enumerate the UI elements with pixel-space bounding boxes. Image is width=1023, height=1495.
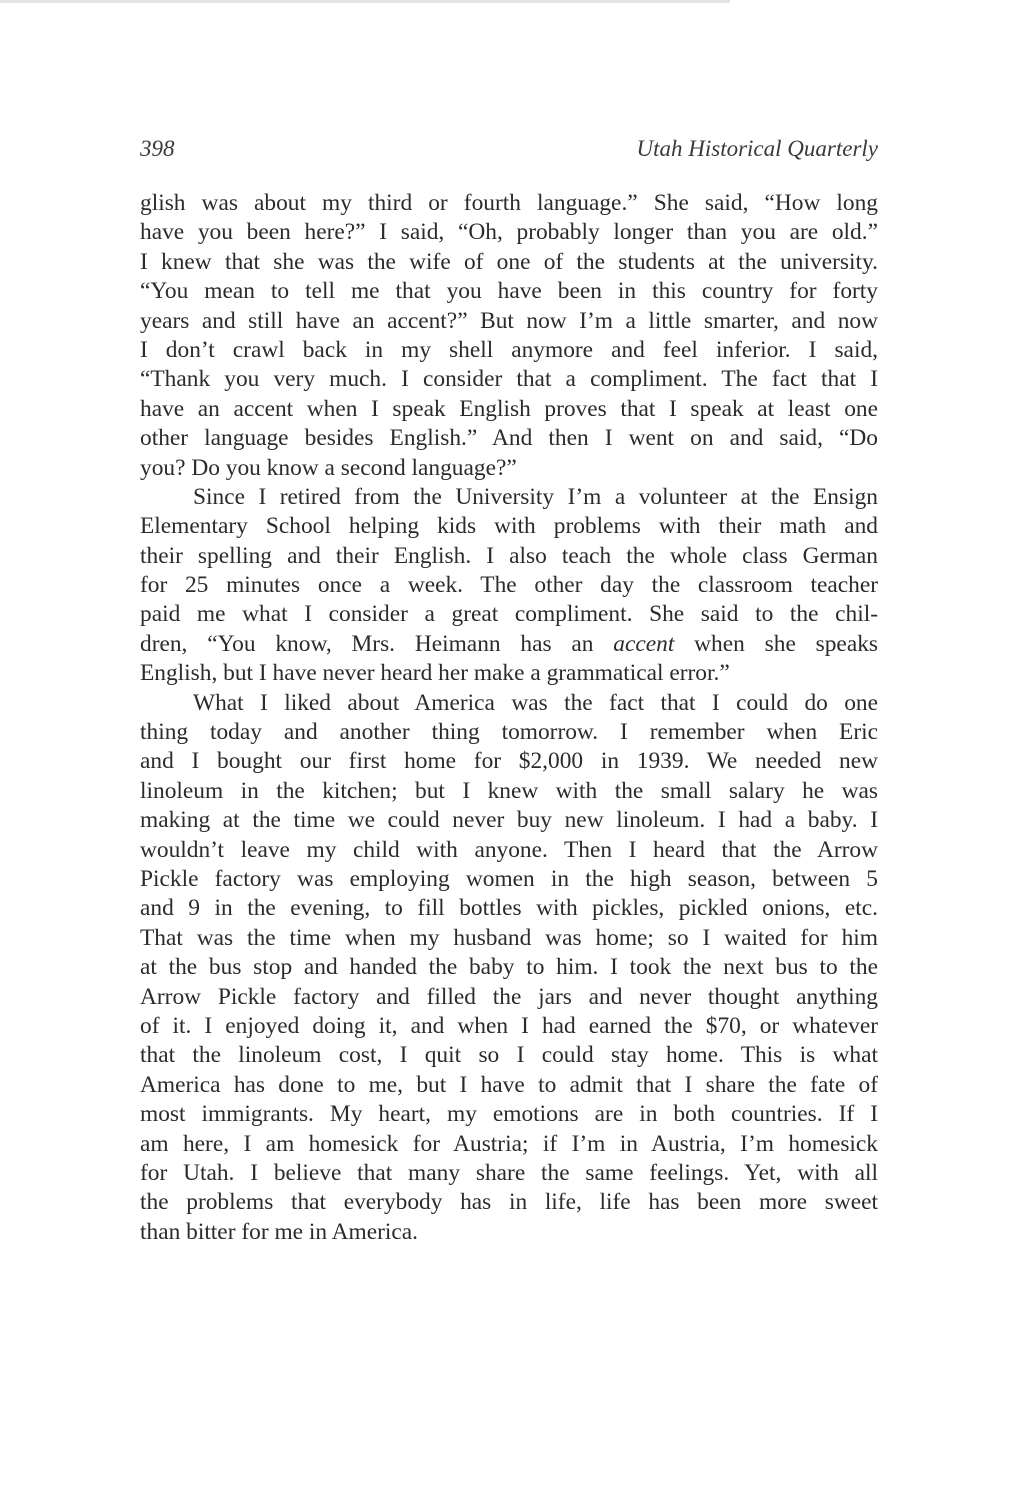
text-line: paid me what I consider a great compliment. She said to the chil-	[140, 601, 878, 628]
text-line: that the linoleum cost, I quit so I could stay home. This is what	[140, 1042, 878, 1069]
paragraph	[140, 689, 878, 1247]
text-line: English, but I have never heard her make a grammatical error.”	[140, 660, 730, 687]
text-line: of it. I enjoyed doing it, and when I had earned the $70, or whatever	[140, 1012, 878, 1039]
text-line: for Utah. I believe that many share the same feelings. Yet, with all	[140, 1159, 878, 1186]
running-head	[140, 136, 878, 166]
text-line: Elementary School helping kids with problems with their math and	[140, 513, 878, 540]
text-line: than bitter for me in America.	[140, 1218, 418, 1245]
text-line: glish was about my third or fourth language.” She said, “How long	[140, 190, 878, 216]
article-body	[140, 189, 878, 1247]
text-line: and 9 in the evening, to fill bottles with pickles, pickled onions, etc.	[140, 895, 878, 922]
journal-title: Utah Historical Quarterly	[636, 136, 878, 161]
text-line: I don’t crawl back in my shell anymore and feel inferior. I said,	[140, 336, 878, 363]
text-line: thing today and another thing tomorrow. I remember when Eric	[140, 719, 878, 746]
text-line: other language besides English.” And then I went on and said, “Do	[140, 425, 878, 452]
text-line: have you been here?” I said, “Oh, probably longer than you are old.”	[140, 219, 878, 246]
text-line: Pickle factory was employing women in the high season, between 5	[140, 865, 878, 892]
text-line: That was the time when my husband was home; so I waited for him	[140, 924, 878, 951]
text-line: at the bus stop and handed the baby to him. I took the next bus to the	[140, 954, 878, 981]
text-line: you? Do you know a second language?”	[140, 454, 517, 481]
text-line: Arrow Pickle factory and filled the jars and never thought anything	[140, 983, 878, 1010]
page-number: 398	[140, 136, 175, 161]
text-line: Since I retired from the University I’m a volunteer at the Ensign	[193, 483, 878, 510]
text-line: have an accent when I speak English proves that I speak at least one	[140, 395, 878, 422]
text-line: “You mean to tell me that you have been in this country for forty	[140, 278, 878, 305]
text-line: I knew that she was the wife of one of the students at the university.	[140, 248, 878, 275]
text-line: most immigrants. My heart, my emotions are in both countries. If I	[140, 1101, 878, 1128]
text-line: “Thank you very much. I consider that a compliment. The fact that I	[140, 366, 878, 393]
text-line: linoleum in the kitchen; but I knew with the small salary he was	[140, 777, 878, 804]
text-line: dren, “You know, Mrs. Heimann has an accent when she speaks	[140, 630, 878, 657]
text-line: for 25 minutes once a week. The other day the classroom teacher	[140, 572, 878, 599]
text-line: America has done to me, but I have to admit that I share the fate of	[140, 1071, 878, 1098]
text-line: am here, I am homesick for Austria; if I’m in Austria, I’m homesick	[140, 1130, 878, 1157]
text-line: making at the time we could never buy new linoleum. I had a baby. I	[140, 807, 878, 834]
text-line: wouldn’t leave my child with anyone. Then I heard that the Arrow	[140, 836, 878, 863]
paragraph	[140, 483, 878, 689]
text-line: and I bought our first home for $2,000 in 1939. We needed new	[140, 748, 878, 775]
emphasized-word: accent	[613, 630, 675, 657]
text-line: years and still have an accent?” But now I’m a little smarter, and now	[140, 307, 878, 334]
text-line: the problems that everybody has in life, life has been more sweet	[140, 1189, 878, 1216]
paragraph	[140, 189, 878, 483]
text-line: their spelling and their English. I also teach the whole class German	[140, 542, 878, 569]
text-line: What I liked about America was the fact that I could do one	[193, 689, 878, 716]
scan-top-rule	[0, 0, 730, 3]
